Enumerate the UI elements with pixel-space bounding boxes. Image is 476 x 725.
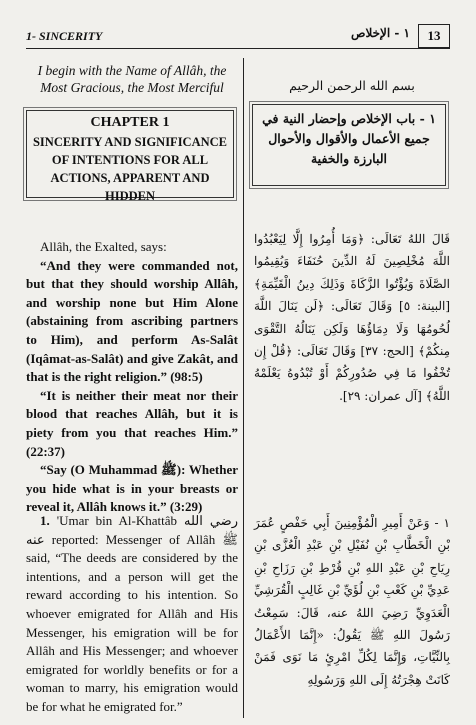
- running-title-arabic: ١ - الإخلاص: [350, 26, 410, 40]
- arabic-verses: [254, 228, 450, 407]
- header-rule: [26, 48, 450, 49]
- page-number: 13: [418, 24, 450, 48]
- english-verse-2: [26, 387, 238, 461]
- english-intro: Allâh, the Exalted, says:: [40, 239, 167, 254]
- verse-2-text: “It is neither their meat nor their blood that reaches Allâh, but it is piety from you that reaches Him.”: [26, 387, 238, 440]
- english-verse-1: [26, 257, 238, 387]
- verse-1-ref: (98:5): [170, 369, 203, 385]
- verse-2-ref: (22:37): [26, 443, 65, 459]
- arabic-hadith: [254, 512, 450, 691]
- english-bismillah: I begin with the Name of Allâh, the Most Gracious, the Most Merciful: [37, 63, 227, 95]
- verse-3-text: “Say (O Muhammad ﷺ): Whether you hide what is in your breasts or reveal it, Allâh knows it.”: [26, 462, 238, 515]
- english-hadith-paragraph: [26, 512, 238, 717]
- column-divider: [243, 58, 244, 718]
- arabic-verses-text: قَالَ اللهُ تَعَالَى: ﴿وَمَا أُمِرُوا إِلَّا لِيَعْبُدُوا اللَّهَ مُخْلِصِينَ لَهُ الدِّينَ حُنَفَاءَ وَيُقِيمُوا الصَّلَاةَ وَيُؤْتُوا الزَّكَاةَ وَذَلِكَ دِينُ الْقَيِّمَةِ﴾ [البينة: ٥] وَقَالَ تَعَالَى: ﴿لَن يَنَالَ اللَّهَ لُحُومُهَا وَلَا دِمَاؤُهَا وَلَكِن يَنَالُهُ التَّقْوَى مِنكُمْ﴾ [الحج: ٣٧] وَقَالَ تَعَالَى: ﴿قُلْ إِن تُخْفُوا مَا فِي صُدُورِكُمْ أَوْ تُبْدُوهُ يَعْلَمْهُ اللَّهُ﴾ [آل عمران: ٢٩].: [254, 232, 451, 403]
- page-header: [26, 24, 450, 50]
- english-verse-3: [26, 461, 238, 517]
- chapter-box-english: [26, 110, 234, 203]
- arabic-hadith-text: ١ - وَعَنْ أَمِيرِ الْمُؤْمِنِينَ أَبِي حَفْصٍ عُمَرَ بْنِ الْخَطَّابِ بْنِ نُفَيْلِ بْنِ عَبْدِ الْعُزَّى بْنِ رِيَاحِ بْنِ عَبْدِ اللهِ بْنِ قُرْطِ بْنِ رَزَاحِ بْنِ عَدِيِّ بْنِ كَعْبِ بْنِ لُؤَيِّ بْنِ غَالِبٍ الْقُرَشِيِّ الْعَدَوِيِّ رَضِيَ اللهُ عنه، قَالَ: سَمِعْتُ رَسُولَ اللهِ ﷺ يَقُولُ: «إِنَّمَا الأَعْمَالُ بِالنِّيَّاتِ، وَإِنَّمَا لِكُلِّ امْرِئٍ مَا نَوَى فَمَنْ كَانَتْ هِجْرَتُهُ إِلَى اللهِ وَرَسُولِهِ: [254, 516, 450, 687]
- chapter-title-english: SINCERITY AND SIGNIFICANCE OF INTENTIONS FOR ALL ACTIONS, APPARENT AND HIDDEN: [32, 135, 228, 203]
- hadith-text-english: 'Umar bin Al-Khattâb رضي الله عنه reported: Messenger of Allâh ﷺ said, “The deeds are considered by the intentions, and a person will get the reward according to his intention. So whoever emigrated for Allâh and His Messenger, his emigration will be for Allâh and His Messenger; and whoever emigrated for worldly benefits or for a woman to marry, his emigration would be for what he emigrated for.”: [26, 513, 238, 714]
- chapter-label: CHAPTER 1: [90, 115, 170, 130]
- english-quran-section: [26, 238, 238, 517]
- chapter-title-arabic: ١ - باب الإخلاص وإحضار النية في جميع الأعمال والأقوال والأحوال البارزة والخفية: [262, 111, 436, 166]
- verse-1-text: “And they were commanded not, but that they should worship Allâh, and worship none but Him Alone (abstaining from ascribing partners to Him), and perform As-Salât (Iqâmat-as-Salât) and give Zakât, and that is the right religion.”: [26, 257, 238, 385]
- arabic-bismillah: بسم الله الرحمن الرحيم: [289, 78, 415, 93]
- hadith-number: 1.: [40, 513, 50, 528]
- english-hadith: [26, 512, 238, 717]
- running-title-english: 1- SINCERITY: [26, 29, 103, 43]
- verse-3-ref: (3:29): [169, 499, 203, 515]
- chapter-box-arabic: [252, 104, 446, 186]
